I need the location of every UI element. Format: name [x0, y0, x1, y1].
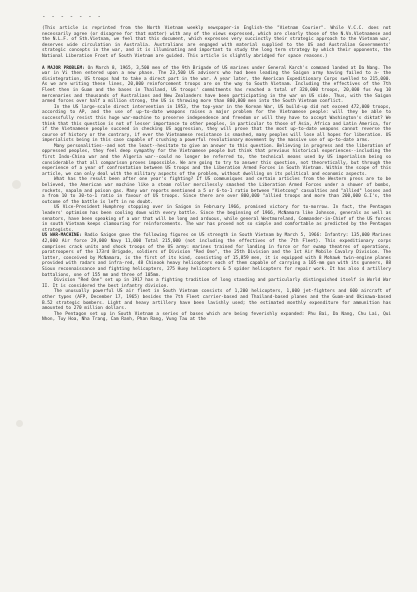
- article-paragraph: [42, 312, 391, 323]
- article-paragraph: [42, 205, 391, 233]
- paragraph-text: The unusually powerful US air fleet in South Vietnam consists of 1,200 helicopters, 1,000 jet-fighters and 600 aircraft of other types (AFP, December 17, 1965) besides the 7th Fleet carrier-based and Thailand-based planes and the Guam-and Okinawa-based B.52 strategic bombers. Light and heavy artillery have been lavishly used; the estimated monthly expenditure for ammunition has amounted to 270 million dollars.: [42, 289, 391, 312]
- section-heading: A MAJOR PROBLEM:: [42, 65, 85, 71]
- article-paragraph: [42, 66, 391, 105]
- paragraph-text: Division "Red One" set up in 1917 has a fighting tradition of long standing and particularly distinguished itself in World War II. It is considered the best infantry division.: [42, 278, 391, 289]
- paper-stain: [16, 420, 23, 427]
- top-separator: - - - - - - -: [42, 14, 102, 20]
- paragraph-text: In the US large-scale direct intervention in 1953, the top-year in the Korean War, US build-up did not exceed 472,000 troops, according to AP, and the use of up-to-date weapons raises a major problem for the Vietnamese people: will they be able to successfully resist this huge war-machine to preserve independence and freedom or will they have to accept Washington's diktat? We think that this question is not of lesser importance to other peoples, in particular to those of Asia, Africa and Latin America, for if the Vietnamese people succeed in checking US aggression, they will prove that the most up-to-date weapons cannot reverse the course of history or the contrary, if ever the Vietnamese resistance is smashed, many peoples will lose all hopes for liberation. US imperialists being in this case capable of crushing a powerful revolutionary movement by the massive use of up-to-date arms.: [42, 104, 391, 144]
- article-body: [42, 66, 391, 323]
- editor-note: (This article is reprinted from the North Vietnam weekly newspaper-in English-the "Vietnam Courier". While V.C.C. does not necessarily agree (or disagree for that matter) with any of the views expressed, which are clearly those of the N.Vn.Vietnamese and the N.L.F. of Sth.Vietnam, we feel that this document, which expresses very succinctly their strategic approach to the Vietnam war, deserves wide circulation in Australia. Australians are engaged with material supplied to the US and Australian Governments' strategic concepts in the war, and it is illuminating and important to study the long term strategy by which their opponents, the National Liberation Front of South Vietnam are guided. This article is slightly abridged for space reasons.): [42, 26, 391, 59]
- article-paragraph: [42, 289, 391, 311]
- paragraph-text: On March 8, 1965, 3,500 men of the 9th Brigade of US marines under General Karch's command landed at Da Nang. The war in Vi then entered upon a new phase. The 23,500 US advisers who had been leading the Saigon army having failed to a- the disintegration, US troops had to take a direct part in the war. A year later, the American Expeditionary Corps swelled to 215,000. As we are writing these lines, 20,000 reinforcement troops are on the way to South Vietnam. Including the effectives of the 7th Fleet then in Guam and the bases in Thailand, US troops' commitments has reached a total of 320,000 troops, 20,000 fus Aug 10 mercenaries and thousands of Australians and New Zealanders have been participating in the war on US side. Thus, with the Saigon armed forces over half a million strong, the US is throwing more than 800,000 men into the South Vietnam conflict.: [42, 65, 392, 105]
- paragraph-text: What has the result been after one year's fighting? If US communiques and certain articles from the Western press are to be believed, the American war machine like a steam roller mercilessly smashed the Liberation Armed Forces under a shower of bombs, rockets, napalm and poison gas. Many war reports mentioned a 5 or 6-to-1 ratio between "Vietcong" casualties and "allied" losses and a from 10 to 30-to-1 ratio in favour of US troops. Since there are over 800,000 "allied troops and more than 200,000 G.I's, the outcome of the battle is left in no doubt.: [42, 177, 391, 205]
- section-heading: US WAR-MACHINE:: [42, 233, 82, 239]
- article-paragraph: [42, 144, 391, 178]
- article-paragraph: [42, 278, 391, 289]
- paper-stain: [12, 180, 21, 189]
- paragraph-text: The Pentagon set up in South Vietnam a series of bases which are being feverishly expanded: Phu Bai, Da Nang, Chu Lai, Qui Nhon, Tuy Hoa, Nha Trang, Cam Ranh, Phan Rang, Vung Tau at the: [42, 311, 391, 323]
- article-paragraph: [42, 105, 391, 144]
- paragraph-text: Radio Saigon gave the following figures on US strength in South Vietnam by March 5, 1966: Infantry: 135,000 Marines 42,000 Air force 29,000 Navy 11,000 Total 215,000 (not including the effectives of the 7th Fleet). This expeditionary corps comprises crack units and shock troops of the US army: marines trained for landing in force or for swamp theatres of operations, paratroopers of the 173rd Brigade, soldiers of Division "Red One", the 25th Division and the 1st Air Mobile Cavalry Division. The latter, conceived by McNamara, is the first of its kind, consisting of 15,859 men, it is equipped with 8 Mohawk twin-engine planes provided with radars and infra-red, 48 Chinook heavy helicopters each of them capable of carrying a 105-mm gun with its gunners, 88 Sioux reconnaissance and fighting helicopters, 275 Huey helicopters & 5 spider helicopters for repair work. It has also 4 artillery battalions, one of 155 mm and three of 105mm.: [42, 233, 391, 278]
- article-paragraph: [42, 233, 391, 278]
- article-paragraph: [42, 177, 391, 205]
- paragraph-text: Many personalities--and not the least--hesitate to give an answer to this question. Believing in progress and the liberation of oppressed peoples, they feel deep sympathy for the Vietnamese people but think that previous historical experiences--including the first Indo-China war and the Algeria war--could no longer be referred to, the technical means used by US imperialism being so considerable that all comparison proves impossible. We are going to try to answer this question, not theoretically, but through the experience of a year of confrontation between US troops and the Liberation Armed Forces in South Vietnam. Within the scope of this article, we can only deal with the military aspects of the problem, without dwelling on its political and economic aspects.: [42, 143, 391, 177]
- paragraph-text: US Vice-President Humphrey stopping over in Saigon in February 1966, promised victory for to-morrow. In fact, the Pentagon leaders' optimism has been cooling down with every battle. Since the beginning of 1966, McNamara like Johnson, generals as well as senators, have been speaking of a war that will be long and arduous, while general Westmoreland, Commander-in-Chief of the US forces in south Vietnam keeps clamouring for reinforcements. The war has proved not so simple and comfortable as predicted by the Pentagon strategists.: [42, 205, 391, 233]
